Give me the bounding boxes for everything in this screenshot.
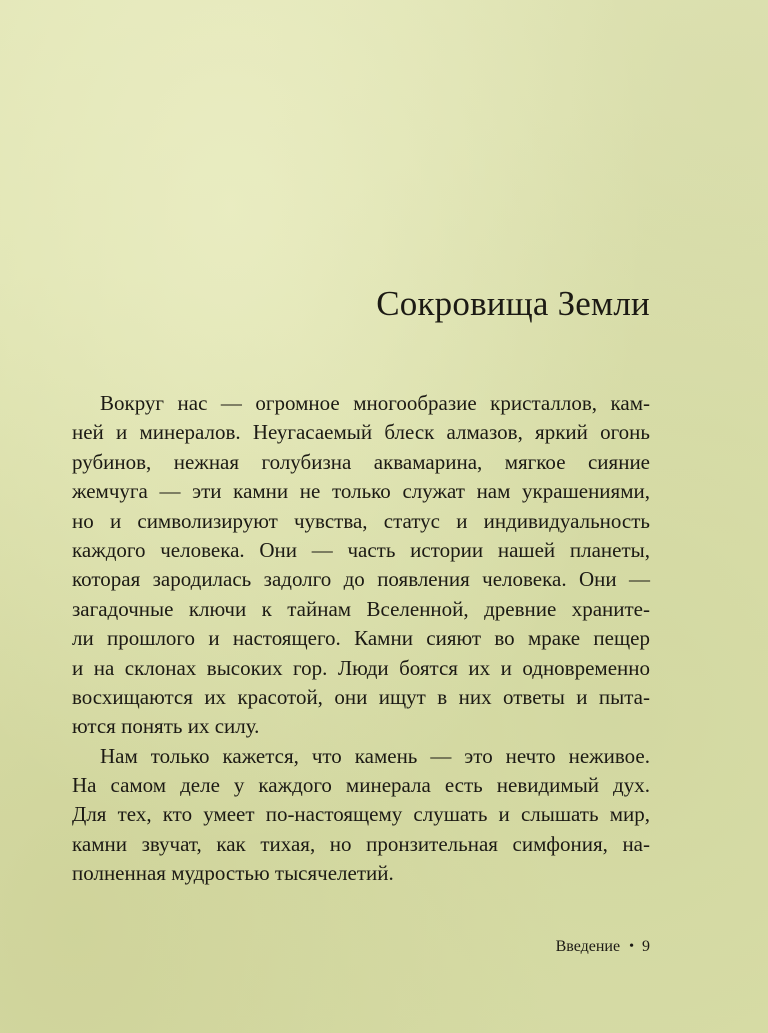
- page-footer: [556, 938, 650, 956]
- page-number: 9: [642, 938, 650, 955]
- text-line: и на склонах высоких гор. Люди боятся их и одновременно: [72, 655, 650, 680]
- text-line: которая зародилась задолго до появления человека. Они —: [72, 567, 650, 592]
- text-line: Вокруг нас — огромное многообразие кристаллов, кам-: [100, 391, 650, 415]
- text-line: рубинов, нежная голубизна аквамарина, мягкое сияние: [72, 449, 650, 474]
- text-line: восхищаются их красотой, они ищут в них ответы и пыта-: [72, 684, 650, 709]
- paragraph-2: [72, 742, 650, 889]
- text-line: каждого человека. Они — часть истории нашей планеты,: [72, 537, 650, 562]
- text-line: Для тех, кто умеет по-настоящему слушать и слышать мир,: [72, 802, 650, 827]
- running-section-title: Введение: [555, 938, 621, 955]
- paragraph-1: [72, 389, 650, 742]
- body-text: [72, 389, 650, 889]
- text-line: загадочные ключи к тайнам Вселенной, древние храните-: [72, 596, 650, 621]
- text-line: полненная мудростью тысячелетий.: [72, 861, 394, 886]
- bullet-separator: •: [629, 939, 634, 954]
- text-line: На самом деле у каждого минерала есть невидимый дух.: [72, 773, 650, 798]
- text-line: ются понять их силу.: [72, 714, 260, 739]
- text-line: ли прошлого и настоящего. Камни сияют во мраке пещер: [72, 626, 650, 651]
- text-line: камни звучат, как тихая, но пронзительная симфония, на-: [72, 831, 650, 856]
- text-line: Нам только кажется, что камень — это нечто неживое.: [100, 743, 650, 768]
- text-line: жемчуга — эти камни не только служат нам украшениями,: [72, 479, 650, 504]
- text-line: ней и минералов. Неугасаемый блеск алмазов, яркий огонь: [72, 420, 650, 445]
- chapter-title: Сокровища Земли: [376, 284, 650, 323]
- text-line: но и символизируют чувства, статус и индивидуальность: [72, 508, 650, 533]
